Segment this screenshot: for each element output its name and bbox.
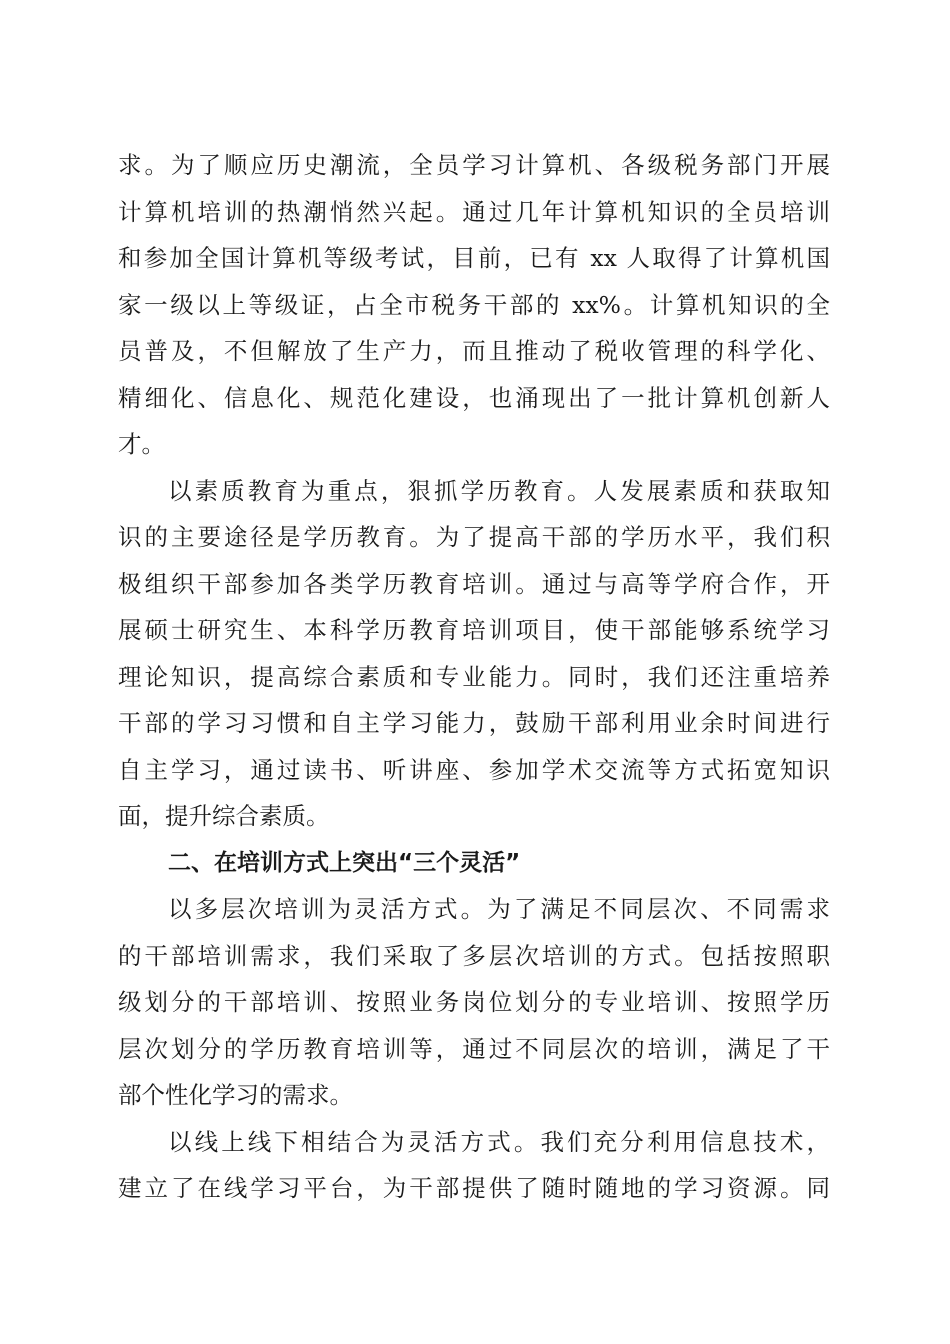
text-line: 和参加全国计算机等级考试，目前，已有 xx 人取得了计算机国 bbox=[118, 244, 830, 272]
text-line: 展硕士研究生、本科学历教育培训项目，使干部能够系统学习 bbox=[118, 616, 830, 644]
text-line: 以素质教育为重点，狠抓学历教育。人发展素质和获取知 bbox=[168, 476, 830, 505]
section-heading: 二、在培训方式上突出“三个灵活” bbox=[168, 849, 521, 876]
text-line: 部个性化学习的需求。 bbox=[118, 1081, 353, 1109]
text-line: 干部的学习习惯和自主学习能力，鼓励干部利用业余时间进行 bbox=[118, 709, 830, 737]
paragraph-multilevel-training bbox=[118, 886, 830, 1119]
text-line: 极组织干部参加各类学历教育培训。通过与高等学府合作，开 bbox=[118, 569, 830, 598]
text-line: 精细化、信息化、规范化建设，也涌现出了一批计算机创新人 bbox=[118, 383, 830, 412]
text-line: 才。 bbox=[118, 430, 165, 458]
text-line: 员普及，不但解放了生产力，而且推动了税收管理的科学化、 bbox=[118, 337, 830, 365]
text-line: 计算机培训的热潮悄然兴起。通过几年计算机知识的全员培训 bbox=[118, 197, 830, 226]
text-line: 建立了在线学习平台，为干部提供了随时随地的学习资源。同 bbox=[118, 1174, 830, 1202]
text-line: 求。为了顺应历史潮流，全员学习计算机、各级税务部门开展 bbox=[118, 151, 830, 179]
text-line: 理论知识，提高综合素质和专业能力。同时，我们还注重培养 bbox=[118, 662, 830, 691]
text-line: 级划分的干部培训、按照业务岗位划分的专业培训、按照学历 bbox=[118, 988, 830, 1016]
text-line: 层次划分的学历教育培训等，通过不同层次的培训，满足了干 bbox=[118, 1034, 830, 1063]
paragraph-degree-education bbox=[118, 468, 830, 840]
text-line: 自主学习，通过读书、听讲座、参加学术交流等方式拓宽知识 bbox=[118, 755, 830, 784]
paragraph-computer-training bbox=[118, 142, 830, 468]
text-line: 识的主要途径是学历教育。为了提高干部的学历水平，我们积 bbox=[118, 523, 830, 551]
document-body bbox=[118, 142, 830, 1212]
paragraph-online-offline bbox=[118, 1119, 830, 1212]
text-line: 家一级以上等级证，占全市税务干部的 xx%。计算机知识的全 bbox=[118, 290, 830, 319]
text-line: 以线上线下相结合为灵活方式。我们充分利用信息技术， bbox=[168, 1127, 830, 1156]
text-line: 以多层次培训为灵活方式。为了满足不同层次、不同需求 bbox=[168, 895, 830, 923]
text-line: 面，提升综合素质。 bbox=[118, 802, 330, 830]
text-line: 的干部培训需求，我们采取了多层次培训的方式。包括按照职 bbox=[118, 941, 830, 970]
